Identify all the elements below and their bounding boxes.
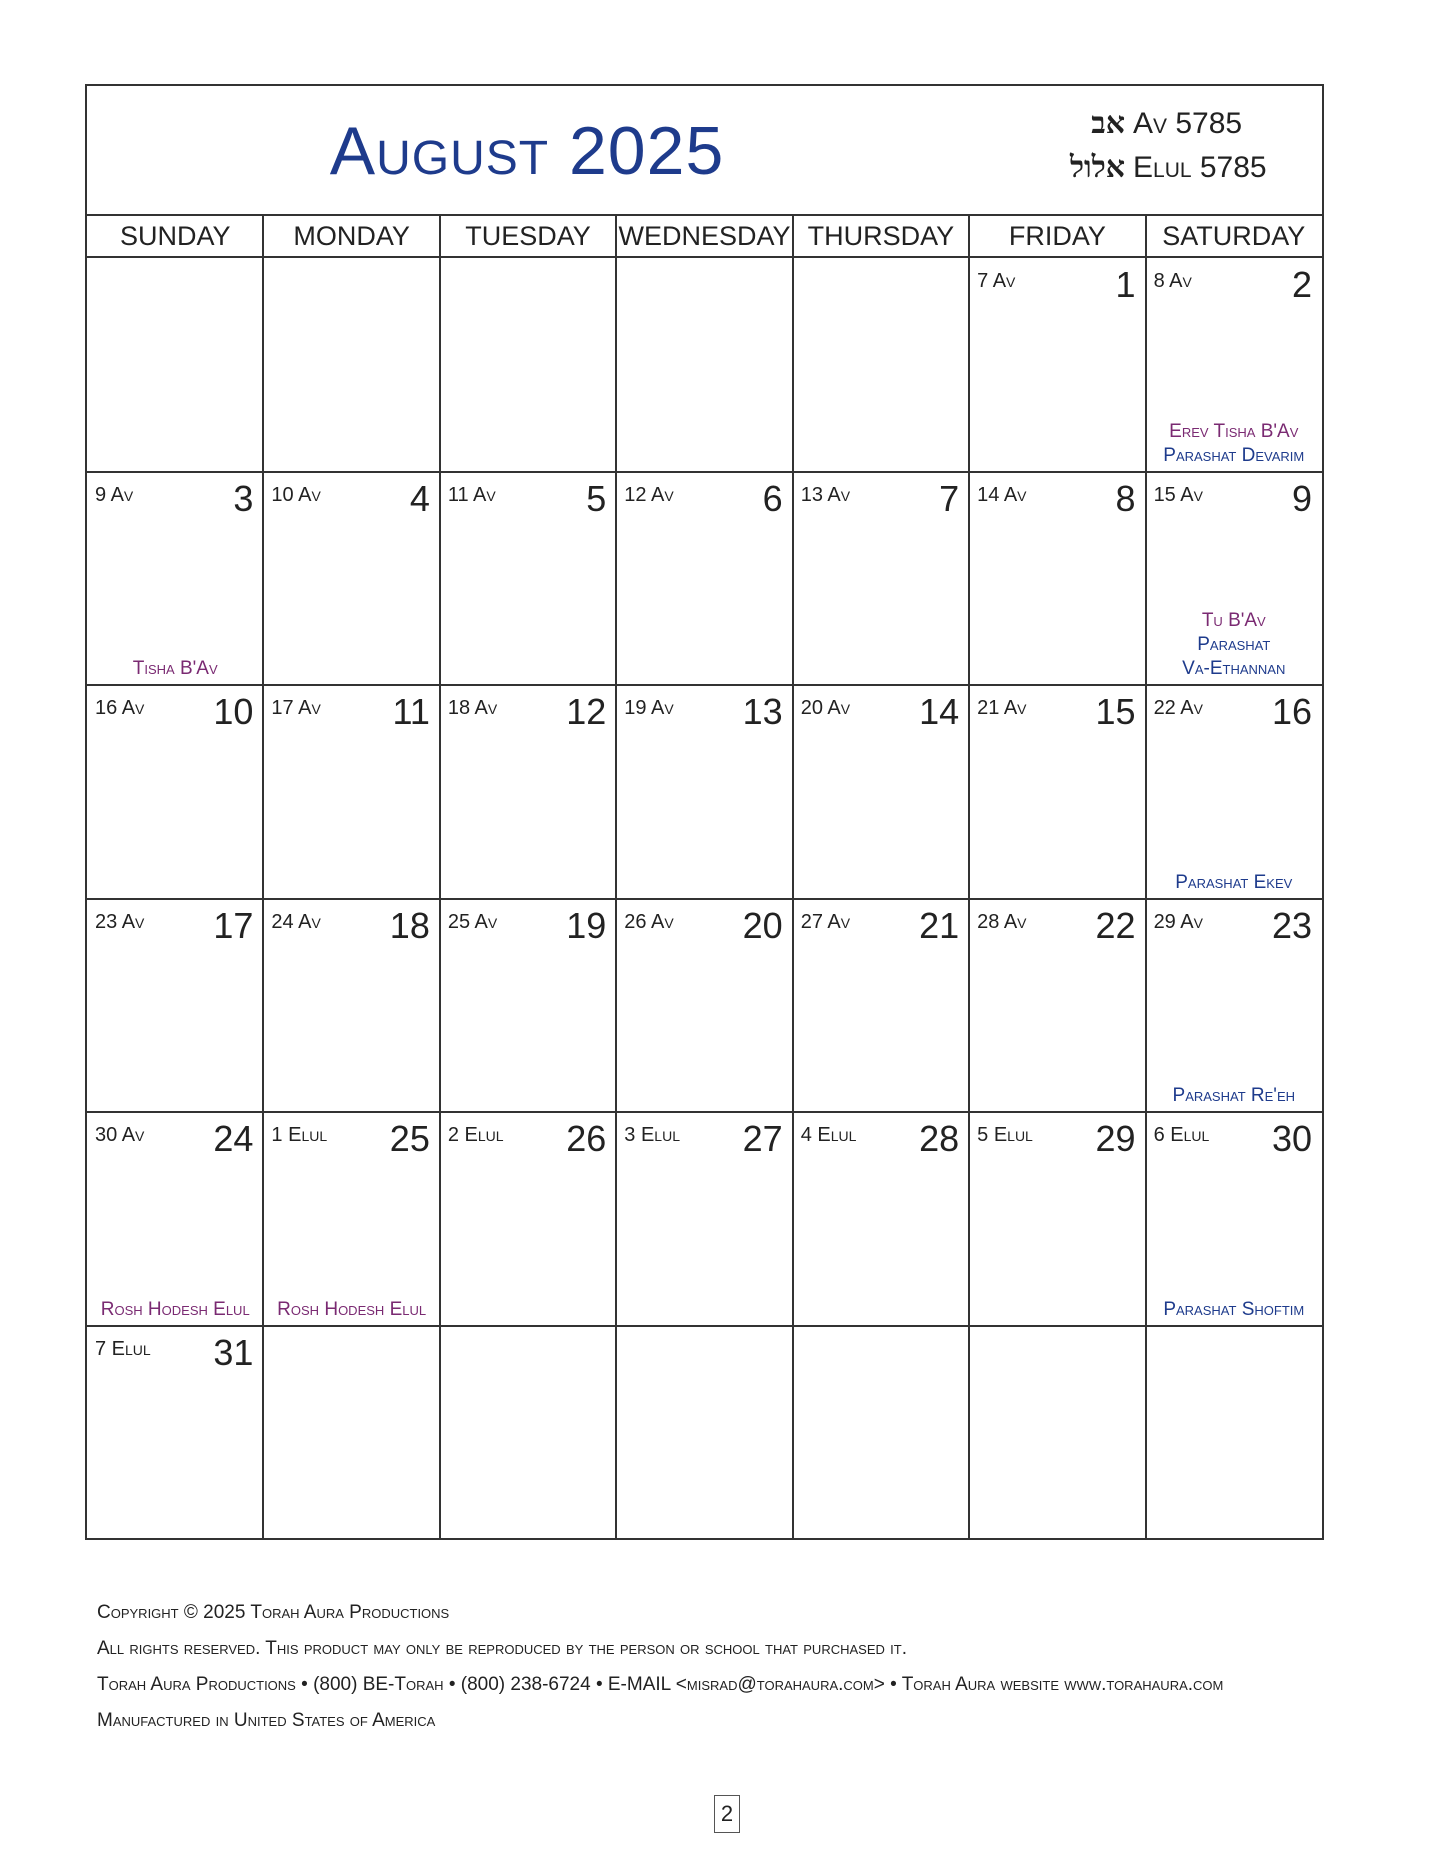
weekday-header: MONDAY [263, 216, 439, 258]
weekday-header: THURSDAY [793, 216, 969, 258]
day-number: 9 [1291, 477, 1312, 519]
weekday-header: TUESDAY [440, 216, 616, 258]
day-number: 4 [409, 477, 430, 519]
day-cell [1146, 1112, 1322, 1326]
footer [97, 1595, 1223, 1739]
hebrew-date: 6 Elul [1153, 1124, 1210, 1146]
hebrew-month-name: אלול [1069, 150, 1125, 185]
day-cell [616, 1112, 792, 1326]
day-number: 27 [742, 1118, 783, 1159]
weekday-header: WEDNESDAY [616, 216, 792, 258]
day-number: 7 [939, 477, 960, 519]
day-cell [969, 899, 1145, 1113]
day-number: 16 [1271, 691, 1312, 732]
holiday-label: Rosh Hodesh Elul [277, 1298, 427, 1320]
day-number: 6 [762, 477, 783, 519]
hebrew-date: 18 Av [447, 697, 498, 719]
day-cell [793, 899, 969, 1113]
day-cell [87, 1326, 263, 1540]
holiday-label: Erev Tisha B'Av [1169, 420, 1299, 442]
day-cell [440, 685, 616, 899]
day-cell [1146, 899, 1322, 1113]
hebrew-date: 22 Av [1153, 697, 1203, 719]
hebrew-month-label: Elul 5785 [1133, 151, 1267, 184]
day-cell [440, 1112, 616, 1326]
day-cell [616, 685, 792, 899]
day-cell [263, 1112, 439, 1326]
day-cell [616, 472, 792, 686]
day-events [87, 657, 263, 681]
day-cell [793, 685, 969, 899]
hebrew-date: 10 Av [271, 483, 321, 506]
hebrew-month-av [1077, 106, 1242, 141]
day-number: 17 [213, 904, 254, 946]
parashah-label: Parashat Devarim [1163, 444, 1305, 466]
hebrew-date: 2 Elul [447, 1124, 504, 1146]
hebrew-date: 26 Av [624, 910, 674, 933]
hebrew-month-elul [1069, 150, 1267, 185]
hebrew-date: 12 Av [624, 483, 674, 506]
day-cell [969, 685, 1145, 899]
manufactured-line: Manufactured in United States of America [97, 1710, 436, 1731]
hebrew-date: 13 Av [800, 483, 851, 506]
day-number: 25 [389, 1118, 430, 1159]
copyright-line: Copyright © 2025 Torah Aura Productions [97, 1602, 450, 1623]
holiday-label: Tisha B'Av [132, 658, 218, 679]
day-cell [969, 1112, 1145, 1326]
hebrew-date: 19 Av [624, 697, 674, 719]
hebrew-date: 1 Elul [271, 1124, 328, 1146]
day-number: 28 [919, 1118, 960, 1159]
hebrew-date: 21 Av [977, 697, 1027, 719]
day-events [1146, 609, 1322, 681]
day-events [1146, 1084, 1322, 1108]
parashah-label: Va-Ethannan [1182, 658, 1286, 679]
calendar-header [87, 86, 1322, 216]
weekday-header: FRIDAY [969, 216, 1145, 258]
day-cell [263, 685, 439, 899]
hebrew-date: 14 Av [977, 483, 1027, 506]
day-cell [263, 472, 439, 686]
day-number: 11 [392, 691, 430, 732]
calendar [85, 84, 1324, 1540]
day-cell [1146, 685, 1322, 899]
day-number: 13 [742, 691, 783, 732]
hebrew-date: 8 Av [1153, 270, 1192, 292]
hebrew-date: 29 Av [1153, 910, 1203, 933]
day-number: 26 [566, 1118, 607, 1159]
day-cell [616, 899, 792, 1113]
page-number: 2 [714, 1795, 740, 1833]
parashah-label: Parashat Ekev [1175, 871, 1293, 893]
day-number: 10 [213, 691, 254, 732]
day-number: 3 [233, 477, 254, 519]
day-cell [969, 472, 1145, 686]
day-cell [87, 472, 263, 686]
day-cell [1146, 258, 1322, 472]
day-cell [87, 685, 263, 899]
holiday-label: Rosh Hodesh Elul [100, 1298, 250, 1320]
hebrew-date: 25 Av [447, 910, 498, 933]
day-events [1146, 871, 1322, 895]
day-events [1146, 1298, 1322, 1322]
day-number: 14 [919, 691, 960, 732]
day-number: 8 [1115, 477, 1136, 519]
day-number: 23 [1271, 904, 1312, 946]
day-number: 29 [1095, 1118, 1136, 1159]
hebrew-date: 20 Av [800, 697, 851, 719]
day-cell [793, 472, 969, 686]
hebrew-date: 3 Elul [624, 1124, 680, 1146]
hebrew-date: 11 Av [447, 483, 496, 506]
month-title: August 2025 [329, 113, 725, 189]
hebrew-month-name: אב [1091, 106, 1125, 141]
hebrew-date: 23 Av [95, 910, 145, 933]
parashah-label: Parashat [1197, 634, 1271, 655]
hebrew-date: 7 Av [977, 270, 1016, 292]
day-cell [1146, 472, 1322, 686]
day-number: 31 [213, 1331, 254, 1373]
day-cell [969, 258, 1145, 472]
hebrew-date: 17 Av [271, 697, 321, 719]
hebrew-date: 5 Elul [977, 1124, 1033, 1146]
hebrew-date: 28 Av [977, 910, 1027, 933]
day-cell [440, 472, 616, 686]
day-number: 21 [919, 904, 960, 946]
weekday-header: SUNDAY [87, 216, 263, 258]
day-events [87, 1298, 263, 1322]
day-number: 12 [566, 691, 607, 732]
hebrew-date: 30 Av [95, 1124, 145, 1146]
day-events [1146, 420, 1322, 468]
hebrew-date: 9 Av [95, 483, 134, 506]
hebrew-date: 16 Av [95, 697, 145, 719]
rights-line: All rights reserved. This product may only be reproduced by the person or school that purchased it. [97, 1638, 907, 1659]
parashah-label: Parashat Shoftim [1163, 1298, 1305, 1320]
hebrew-date: 15 Av [1153, 483, 1203, 506]
day-cell [440, 899, 616, 1113]
hebrew-month-label: Av 5785 [1133, 107, 1243, 140]
day-number: 30 [1271, 1118, 1312, 1159]
hebrew-date: 27 Av [800, 910, 851, 933]
day-number: 1 [1115, 264, 1136, 305]
day-number: 19 [566, 904, 607, 946]
day-cell [263, 899, 439, 1113]
day-number: 18 [389, 904, 430, 946]
day-cell [87, 899, 263, 1113]
day-events [263, 1298, 439, 1322]
parashah-label: Parashat Re'eh [1172, 1085, 1295, 1106]
weekday-header: SATURDAY [1146, 216, 1322, 258]
day-number: 15 [1095, 691, 1136, 732]
hebrew-date: 4 Elul [800, 1124, 857, 1146]
day-number: 5 [586, 477, 607, 519]
hebrew-date: 24 Av [271, 910, 321, 933]
hebrew-date: 7 Elul [95, 1337, 151, 1360]
day-number: 2 [1291, 264, 1312, 305]
day-cell [87, 1112, 263, 1326]
day-number: 22 [1095, 904, 1136, 946]
holiday-label: Tu B'Av [1201, 610, 1266, 631]
day-number: 24 [213, 1118, 254, 1159]
day-number: 20 [742, 904, 783, 946]
contact-line: Torah Aura Productions • (800) BE-Torah • (800) 238-6724 • E-MAIL <misrad@torahaura.com> • Torah Aura website www.torahaura.com [97, 1674, 1224, 1695]
day-cell [793, 1112, 969, 1326]
